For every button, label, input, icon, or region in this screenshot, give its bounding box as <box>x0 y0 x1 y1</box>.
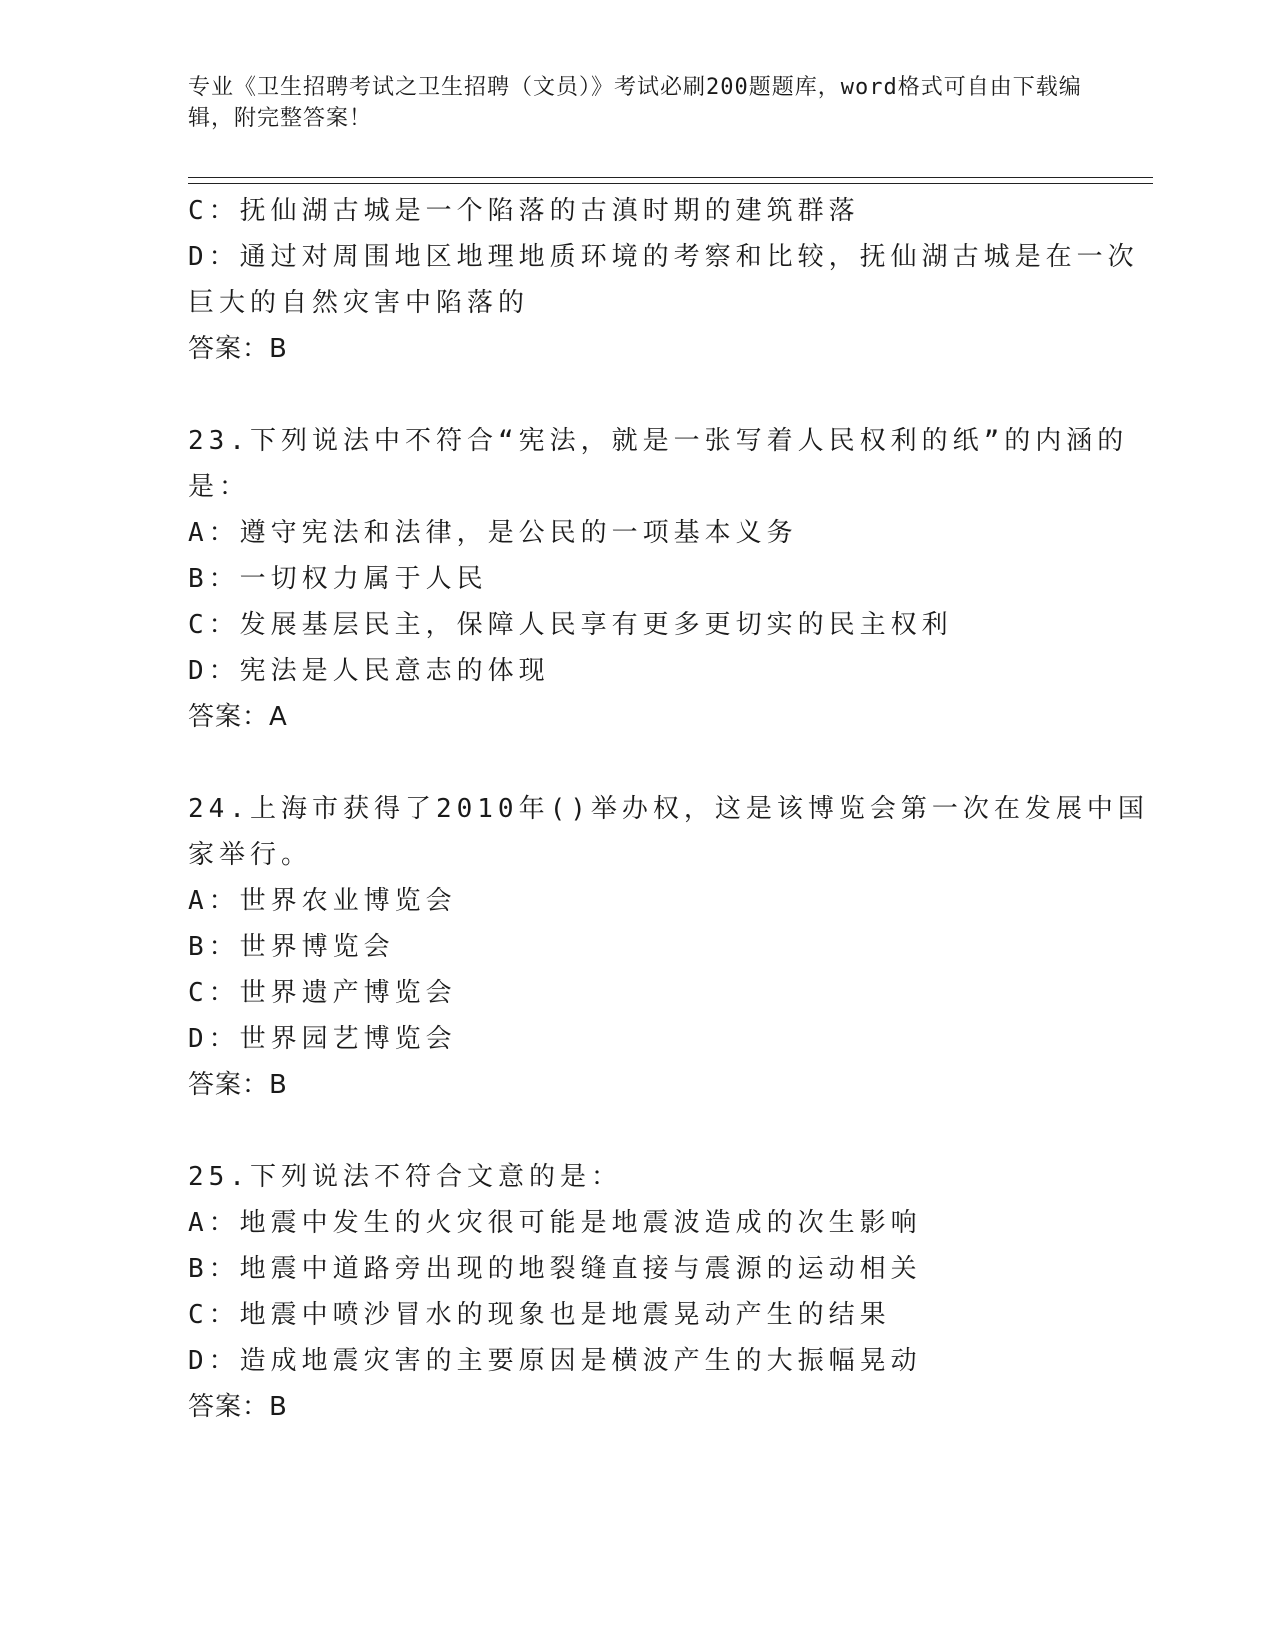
spacer <box>188 1108 1088 1154</box>
answer: 答案：B <box>188 334 288 364</box>
option-b: B：世界博览会 <box>188 932 395 962</box>
question-content <box>188 188 1149 1430</box>
option-a: A：地震中发生的火灾很可能是地震波造成的次生影响 <box>188 1208 922 1238</box>
header-text: 专业《卫生招聘考试之卫生招聘（文员）》考试必刷200题题库，word格式可自由下载编辑，附完整答案！ <box>188 75 1082 131</box>
header-divider-top <box>188 177 1153 178</box>
question-23 <box>188 418 1129 740</box>
question-stem-line-2: 家举行。 <box>188 840 313 870</box>
option-b: B：一切权力属于人民 <box>188 564 488 594</box>
question-stem-line-1: 23.下列说法中不符合“宪法，就是一张写着人民权利的纸”的内涵的 <box>188 426 1129 456</box>
option-d: D：宪法是人民意志的体现 <box>188 656 550 686</box>
answer: 答案：A <box>188 702 288 732</box>
option-c: C：抚仙湖古城是一个陷落的古滇时期的建筑群落 <box>188 196 860 226</box>
option-d: D：造成地震灾害的主要原因是横波产生的大振幅晃动 <box>188 1346 922 1376</box>
header-divider-bottom <box>188 183 1153 184</box>
option-c: C：发展基层民主，保障人民享有更多更切实的民主权利 <box>188 610 953 640</box>
page-header <box>188 72 1088 134</box>
answer: 答案：B <box>188 1392 288 1422</box>
option-d-line-1: D：通过对周围地区地理地质环境的考察和比较，抚仙湖古城是在一次 <box>188 242 1139 272</box>
option-d-line-2: 巨大的自然灾害中陷落的 <box>188 288 530 318</box>
question-24 <box>188 786 1149 1108</box>
option-b: B：地震中道路旁出现的地裂缝直接与震源的运动相关 <box>188 1254 922 1284</box>
option-c: C：地震中喷沙冒水的现象也是地震晃动产生的结果 <box>188 1300 891 1330</box>
option-a: A：遵守宪法和法律，是公民的一项基本义务 <box>188 518 798 548</box>
option-c: C：世界遗产博览会 <box>188 978 457 1008</box>
spacer <box>188 372 1088 418</box>
option-d: D：世界园艺博览会 <box>188 1024 457 1054</box>
carryover-question <box>188 188 1139 372</box>
option-a: A：世界农业博览会 <box>188 886 457 916</box>
question-stem-line-1: 24.上海市获得了2010年()举办权，这是该博览会第一次在发展中国 <box>188 794 1149 824</box>
question-stem-line-1: 25.下列说法不符合文意的是： <box>188 1162 622 1192</box>
answer: 答案：B <box>188 1070 288 1100</box>
question-stem-line-2: 是： <box>188 472 251 502</box>
spacer <box>188 740 1088 786</box>
question-25 <box>188 1154 1088 1430</box>
